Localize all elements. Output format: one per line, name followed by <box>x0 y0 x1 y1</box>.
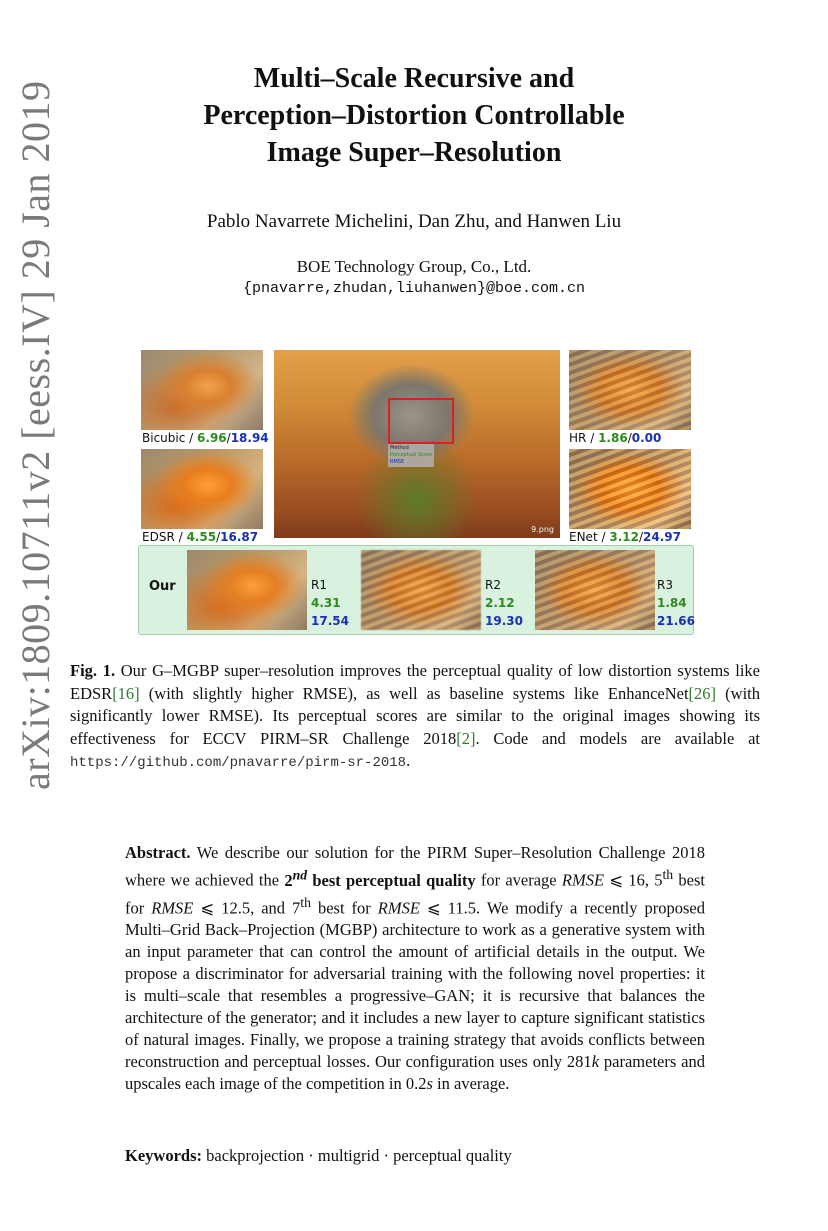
enet-image <box>569 449 691 529</box>
ref-2-link[interactable]: [2] <box>456 728 476 748</box>
abstract: Abstract. We describe our solution for the PIRM Super–Resolution Challenge 2018 where we achieved the 2nd best perceptual quality for average RMSE ⩽ 16, 5th best for RMSE ⩽ 12.5, and 7th best for RMSE ⩽ 11.5. We modify a recently proposed Multi–Grid Back–Projection (MGBP) architecture to work as a generative system with an input parameter that can control the amount of artificial details in the output. We propose a discriminator for adversarial training with the following novel properties: it is multi–scale that resembles a progressive–GAN; it is recursive that balances the architecture of the generator; and it includes a new layer to capture significant statistics of natural images. Finally, we propose a training strategy that avoids conflicts between reconstruction and perceptual losses. Our configuration uses only 281k parameters and upscales each image of the competition in 0.2s in average. <box>125 843 706 1093</box>
file-name: 9.png <box>531 525 554 534</box>
figure-1 <box>136 348 696 638</box>
edsr-image <box>141 449 263 529</box>
result-r1-label: R1 4.31 17.54 <box>311 578 349 628</box>
paper-title <box>0 60 828 171</box>
abstract-label: Abstract. <box>125 843 191 862</box>
figure-caption: Fig. 1. Our G–MGBP super–resolution improves the perceptual quality of low distortion systems like EDSR[16] (with slightly higher RMSE), as well as baseline systems like EnhanceNet[26] (with significantly lower RMSE). Its perceptual scores are similar to the original images showing its effectiveness for ECCV PIRM–SR Challenge 2018[2]. Code and models are available at https://github.com/pnavarre/pirm-sr-2018. <box>70 661 760 771</box>
enet-label: ENet / 3.12/24.97 <box>569 530 681 544</box>
bicubic-label: Bicubic / 6.96/18.94 <box>142 431 269 445</box>
keywords-label: Keywords: <box>125 1146 202 1165</box>
title-line-1: Multi–Scale Recursive and <box>253 63 575 94</box>
ref-16-link[interactable]: [16] <box>112 683 140 703</box>
title-line-3: Image Super–Resolution <box>266 137 562 168</box>
edsr-label: EDSR / 4.55/16.87 <box>142 530 259 544</box>
hr-label: HR / 1.86/0.00 <box>569 431 662 445</box>
hr-image <box>569 350 691 430</box>
crop-region-box <box>388 398 454 444</box>
metric-legend: Method Perceptual Score RMSE <box>390 445 433 465</box>
result-r3-label: R3 1.84 21.66 <box>657 578 695 628</box>
our-label: Our <box>149 579 176 594</box>
emails: {pnavarre,zhudan,liuhanwen}@boe.com.cn <box>242 280 586 297</box>
title-line-2: Perception–Distortion Controllable <box>203 100 625 131</box>
result-r3-image <box>535 550 655 630</box>
result-r1-image <box>187 550 307 630</box>
ref-26-link[interactable]: [26] <box>688 683 717 703</box>
arxiv-stamp: arXiv:1809.10711v2 [eess.IV] 29 Jan 2019 <box>13 80 58 790</box>
authors: Pablo Navarrete Michelini, Dan Zhu, and Hanwen Liu <box>206 211 622 232</box>
affiliation: BOE Technology Group, Co., Ltd. <box>296 257 532 276</box>
our-results-panel <box>138 545 694 635</box>
full-scene-image <box>274 350 560 538</box>
result-r2-label: R2 2.12 19.30 <box>485 578 523 628</box>
bicubic-image <box>141 350 263 430</box>
keywords: Keywords: backprojection · multigrid · perceptual quality <box>125 1146 512 1165</box>
result-r2-image <box>361 550 481 630</box>
github-url-link[interactable]: https://github.com/pnavarre/pirm-sr-2018 <box>70 755 407 771</box>
affiliation-block <box>0 256 828 300</box>
caption-label: Fig. 1. <box>70 661 116 680</box>
